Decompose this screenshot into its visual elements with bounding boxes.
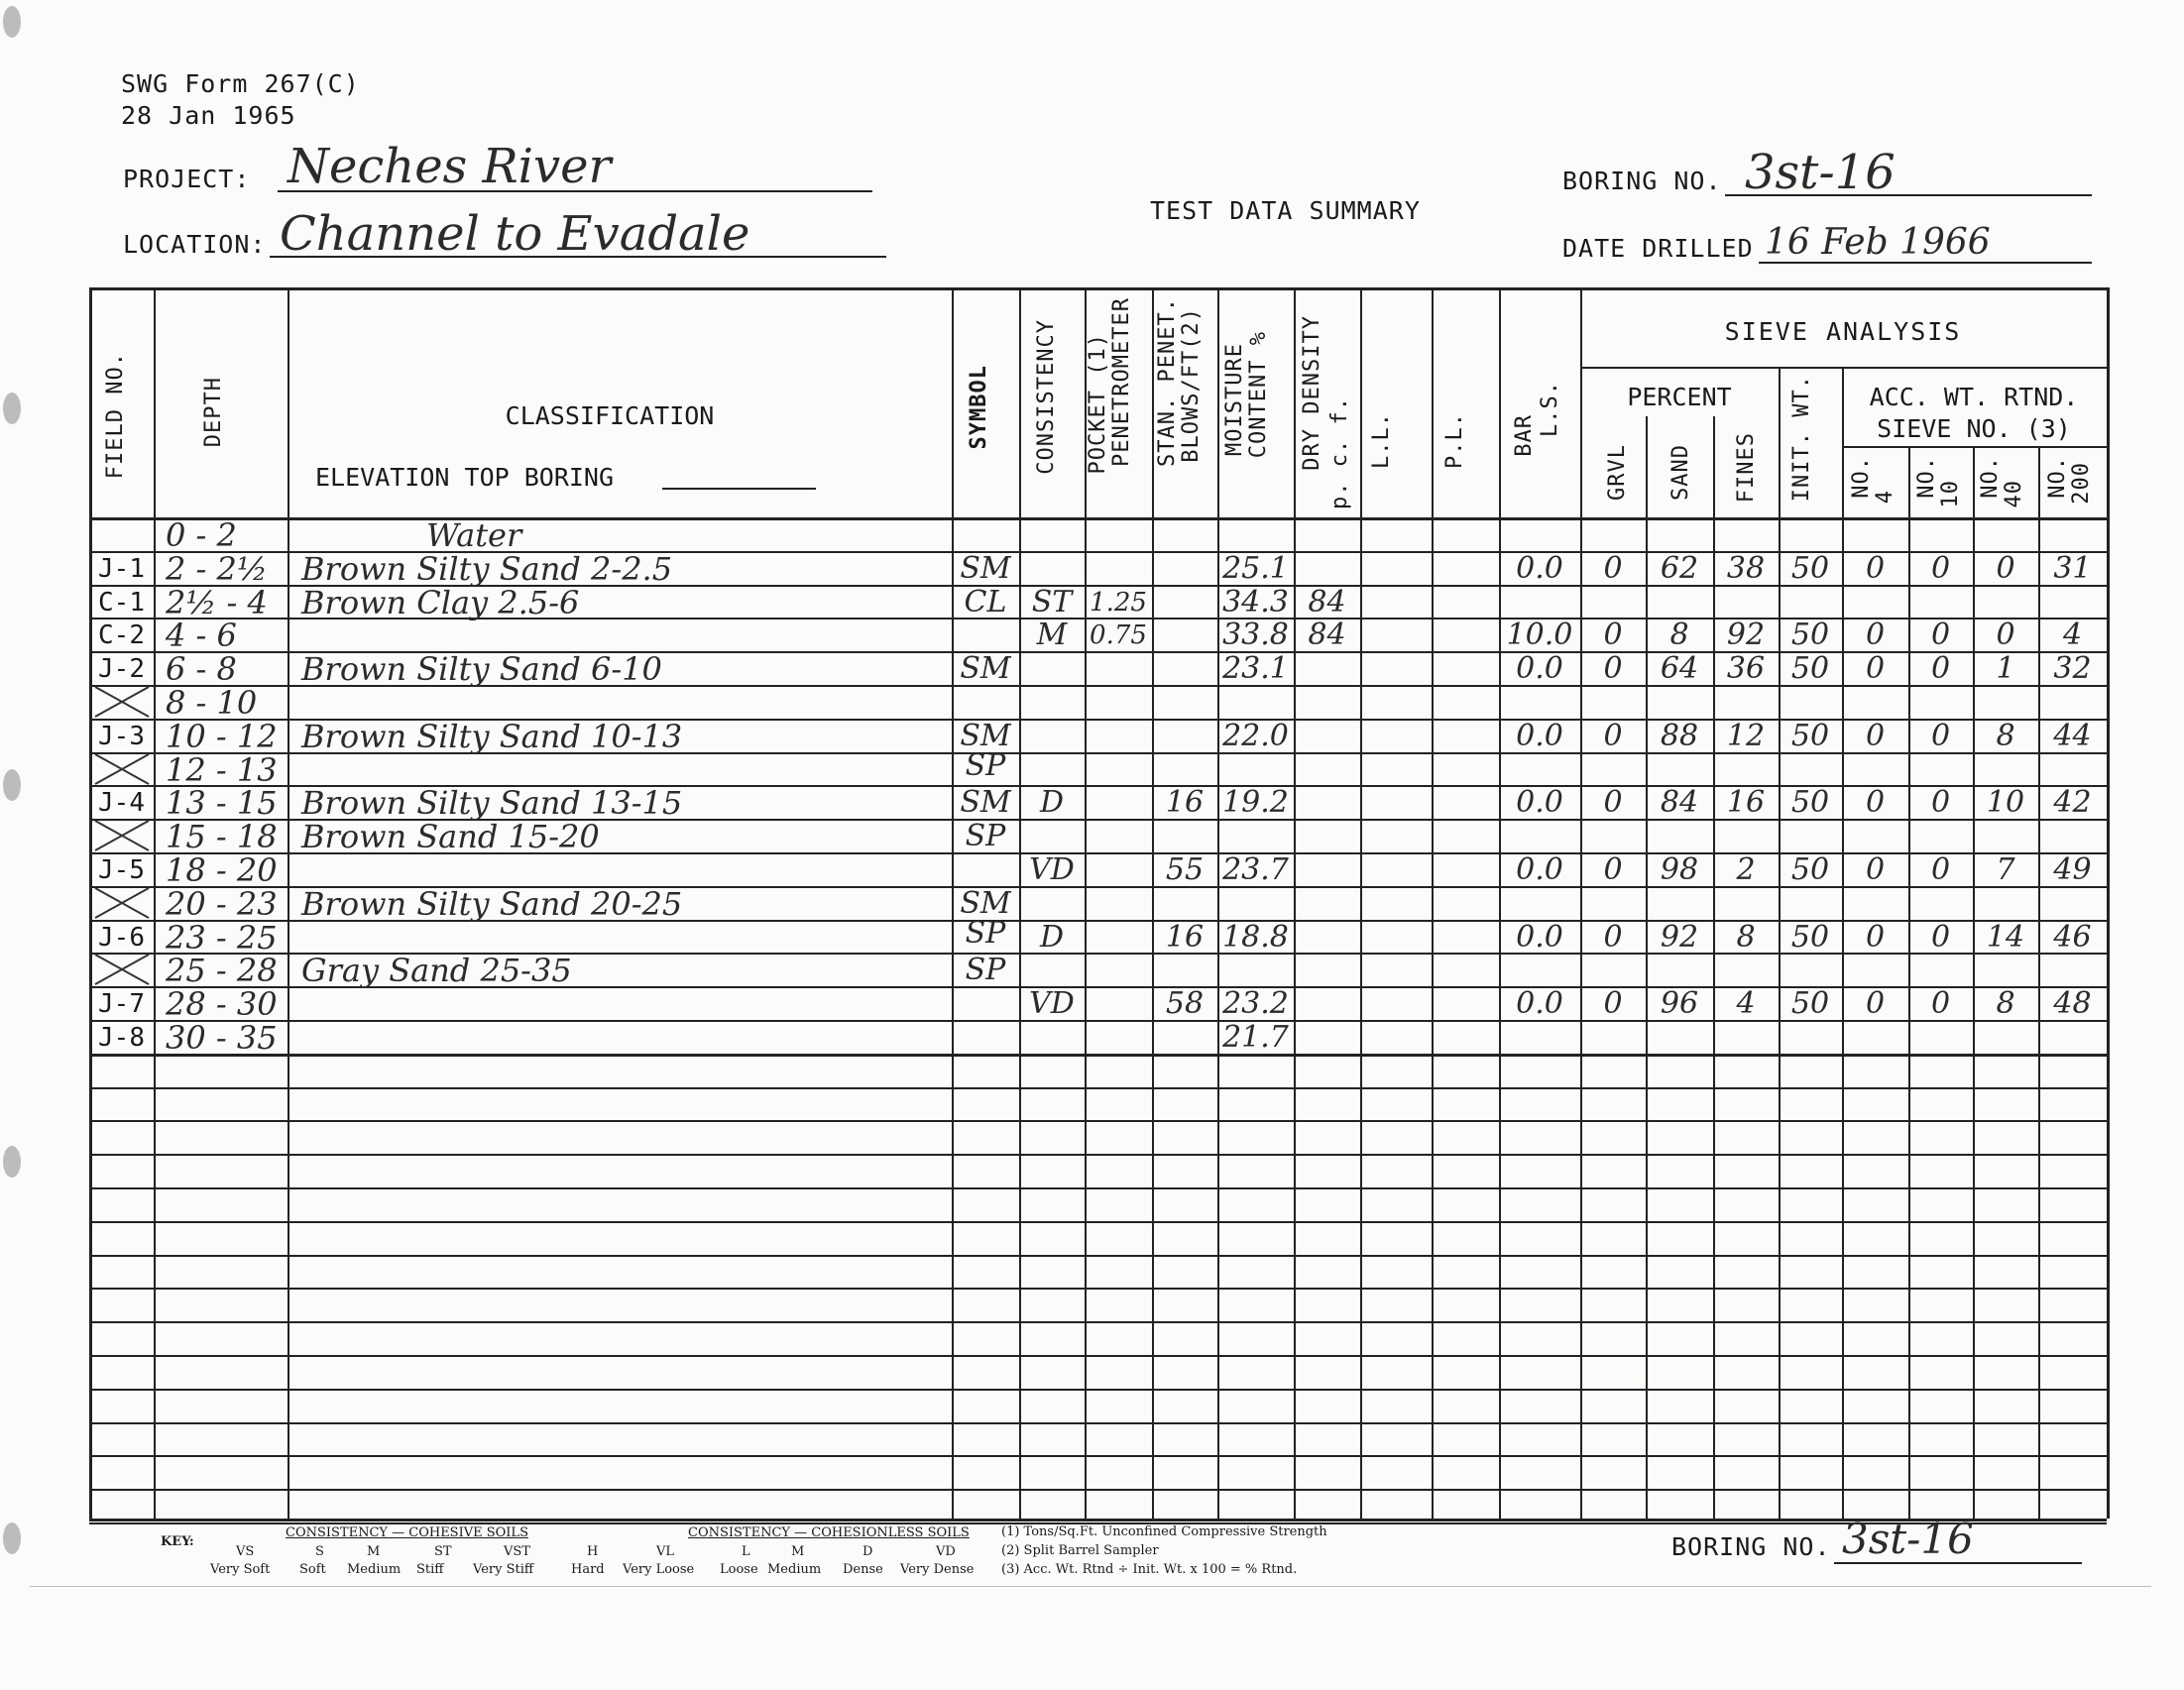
- header-elevation: ELEVATION TOP BORING: [315, 463, 615, 492]
- grid-line: [2107, 287, 2110, 1519]
- cohesive-desc: Hard: [571, 1562, 605, 1577]
- grid-line: [1779, 367, 1781, 416]
- cohesionless-abbr: D: [862, 1544, 873, 1559]
- cohesive-abbr: M: [367, 1544, 381, 1559]
- cell-cons: ST: [1031, 584, 1073, 620]
- grid-line: [89, 1288, 2107, 1290]
- skipped-sample-cross-icon: [91, 752, 153, 786]
- cell-cls: Brown Silty Sand 10-13: [301, 717, 683, 755]
- cell-moist: 33.8: [1222, 618, 1289, 653]
- cohesionless-abbr: VD: [936, 1544, 956, 1559]
- cell-n40: 10: [1986, 785, 2025, 821]
- cohesionless-abbr: VL: [656, 1544, 675, 1559]
- cohesionless-abbr: M: [791, 1544, 805, 1559]
- cell-n10: 0: [1930, 785, 1951, 821]
- cell-n40: 0: [1996, 550, 2015, 586]
- cell-fines: 16: [1726, 785, 1766, 821]
- cell-depth: 2½ - 4: [166, 583, 268, 621]
- cell-sym: SM SP: [960, 885, 1011, 951]
- cell-cls: Water: [426, 516, 522, 554]
- cell-fines: 92: [1726, 618, 1766, 653]
- boring-label: BORING NO.: [1562, 167, 1722, 195]
- cohesive-abbr: ST: [434, 1544, 452, 1559]
- cell-grvl: 0: [1603, 651, 1623, 687]
- header-pocket-1: POCKET (1): [1086, 333, 1110, 475]
- header-pl: P.L.: [1442, 412, 1467, 469]
- cohesive-title: CONSISTENCY — COHESIVE SOILS: [286, 1525, 528, 1540]
- grid-line: [89, 1321, 2107, 1323]
- cell-depth: 12 - 13: [166, 750, 278, 789]
- header-symbol: SYMBOL: [967, 365, 991, 450]
- cell-sym: SP: [965, 953, 1006, 988]
- cell-init: 50: [1790, 919, 1830, 955]
- cell-grvl: 0: [1603, 550, 1623, 586]
- location-value: Channel to Evadale: [280, 206, 750, 262]
- header-fines: FINES: [1734, 432, 1759, 504]
- header-no200-b: 200: [2069, 462, 2094, 505]
- note-1: (1) Tons/Sq.Ft. Unconfined Compressive Strength: [1001, 1524, 1327, 1539]
- cell-grvl: 0: [1603, 919, 1623, 955]
- cell-bar: 0.0: [1516, 852, 1563, 887]
- cohesive-desc: Very Stiff: [473, 1562, 534, 1577]
- cell-init: 50: [1790, 651, 1830, 687]
- cell-n10: 0: [1930, 550, 1951, 586]
- header-init-wt: INIT. WT.: [1789, 375, 1814, 503]
- grid-line: [89, 287, 2107, 290]
- cell-depth: 28 - 30: [166, 985, 278, 1024]
- cell-n10: 0: [1930, 718, 1951, 753]
- header-sand: SAND: [1668, 444, 1693, 501]
- cell-fines: 2: [1736, 852, 1756, 887]
- cohesive-abbr: VST: [504, 1544, 530, 1559]
- header-pocket-2: PENETROMETER: [1109, 297, 1134, 467]
- cell-depth: 2 - 2½: [166, 549, 268, 588]
- cell-depth: 8 - 10: [166, 684, 258, 722]
- cohesive-desc: Medium: [347, 1562, 402, 1577]
- project-underline: [278, 190, 872, 192]
- grid-line: [1152, 287, 1154, 1519]
- punch-hole-mark: [0, 1517, 28, 1560]
- cell-cons: D: [1039, 919, 1065, 955]
- cell-field: J-6: [98, 922, 145, 953]
- cohesionless-abbr: L: [742, 1544, 750, 1559]
- cell-bar: 0.0: [1516, 550, 1563, 586]
- header-acc-wt: ACC. WT. RTND.: [1869, 383, 2079, 411]
- grid-line: [89, 1355, 2107, 1357]
- grid-line: [1908, 446, 1910, 1519]
- cell-dry: 84: [1308, 584, 1346, 620]
- cell-depth: 4 - 6: [166, 617, 237, 655]
- grid-line: [1019, 287, 1021, 1519]
- header-no10-a: NO.: [1914, 456, 1939, 499]
- cell-n200: 44: [2053, 718, 2092, 753]
- header-no40-b: 40: [2002, 480, 2026, 508]
- header-sieve-no: SIEVE NO. (3): [1877, 414, 2071, 443]
- cell-n200: 49: [2053, 852, 2092, 887]
- cell-field: J-4: [98, 788, 145, 819]
- cell-field: J-3: [98, 721, 145, 751]
- cell-depth: 23 - 25: [166, 918, 278, 957]
- cell-cls: Brown Silty Sand 20-25: [301, 884, 683, 923]
- cell-pock: 0.75: [1090, 620, 1147, 651]
- header-depth: DEPTH: [201, 377, 226, 448]
- grid-line: [89, 1389, 2107, 1391]
- header-dry-1: DRY DENSITY: [1300, 315, 1324, 471]
- location-underline: [270, 256, 886, 258]
- cell-sand: 62: [1660, 550, 1699, 586]
- page-title: TEST DATA SUMMARY: [1150, 196, 1421, 225]
- grid-line: [1499, 287, 1501, 1519]
- cell-cons: D: [1039, 785, 1065, 821]
- cell-bar: 0.0: [1516, 785, 1563, 821]
- grid-line: [1432, 287, 1434, 1519]
- cell-n4: 0: [1865, 651, 1886, 687]
- skipped-sample-cross-icon: [91, 886, 153, 920]
- cell-field: J-7: [98, 989, 145, 1020]
- cell-cons: VD: [1029, 986, 1075, 1022]
- cell-sand: 88: [1660, 718, 1699, 753]
- form-date: 28 Jan 1965: [121, 101, 296, 130]
- grid-line: [1360, 287, 1362, 1519]
- grid-line: [1217, 287, 1219, 1519]
- cell-depth: 13 - 15: [166, 784, 278, 823]
- cohesionless-desc: Very Loose: [623, 1562, 695, 1577]
- cell-moist: 21.7: [1222, 1020, 1289, 1055]
- cell-field: J-1: [98, 553, 145, 584]
- cell-cls: Brown Sand 15-20: [301, 818, 600, 856]
- cell-grvl: 0: [1603, 852, 1623, 887]
- cell-fines: 12: [1726, 718, 1766, 753]
- cell-init: 50: [1790, 986, 1830, 1022]
- header-bar-1: BAR: [1512, 414, 1537, 457]
- header-stan-2: BLOWS/FT(2): [1179, 307, 1204, 463]
- grid-line: [89, 1422, 2107, 1424]
- cell-depth: 30 - 35: [166, 1019, 278, 1057]
- header-no10-b: 10: [1938, 480, 1963, 508]
- cell-cons: M: [1036, 618, 1068, 653]
- cell-n4: 0: [1865, 718, 1886, 753]
- cell-n40: 8: [1996, 718, 2015, 753]
- cell-bar: 10.0: [1506, 618, 1573, 653]
- header-no40-a: NO.: [1978, 456, 2003, 499]
- header-moist-2: CONTENT %: [1246, 331, 1271, 459]
- cell-cls: Brown Clay 2.5-6: [301, 583, 580, 621]
- punch-hole-mark: [0, 1140, 28, 1183]
- cell-depth: 6 - 8: [166, 650, 237, 689]
- skipped-sample-cross-icon: [91, 953, 153, 986]
- header-no200-a: NO.: [2045, 456, 2070, 499]
- cell-fines: 36: [1726, 651, 1766, 687]
- location-label: LOCATION:: [123, 230, 267, 259]
- grid-line: [89, 1087, 2107, 1089]
- cell-stan: 16: [1165, 919, 1205, 955]
- cohesionless-desc: Loose: [720, 1562, 758, 1577]
- form-id: SWG Form 267(C): [121, 69, 360, 98]
- grid-line: [89, 1054, 2107, 1057]
- cell-depth: 0 - 2: [166, 516, 237, 554]
- grid-line: [1973, 446, 1975, 1519]
- key-label: KEY:: [161, 1534, 194, 1549]
- cell-grvl: 0: [1603, 986, 1623, 1022]
- punch-hole-mark: [0, 0, 28, 44]
- header-consistency: CONSISTENCY: [1034, 319, 1059, 475]
- date-underline: [1759, 262, 2092, 264]
- cell-stan: 55: [1165, 852, 1205, 887]
- cell-sand: 8: [1669, 618, 1689, 653]
- cohesive-abbr: S: [315, 1544, 324, 1559]
- grid-line: [2038, 446, 2040, 1519]
- cell-n200: 46: [2053, 919, 2092, 955]
- project-value: Neches River: [287, 139, 612, 194]
- cell-fines: 4: [1736, 986, 1756, 1022]
- cohesive-abbr: VS: [236, 1544, 255, 1559]
- cell-moist: 34.3: [1222, 584, 1289, 620]
- cell-init: 50: [1790, 852, 1830, 887]
- cell-grvl: 0: [1603, 718, 1623, 753]
- boring-value: 3st-16: [1745, 145, 1896, 200]
- cell-moist: 19.2: [1222, 785, 1289, 821]
- cell-n4: 0: [1865, 852, 1886, 887]
- cell-sym: CL: [964, 584, 1007, 620]
- cell-bar: 0.0: [1516, 651, 1563, 687]
- punch-hole-mark: [0, 763, 28, 807]
- cell-n4: 0: [1865, 550, 1886, 586]
- cell-sand: 84: [1660, 785, 1699, 821]
- header-moist-1: MOISTURE: [1222, 343, 1247, 456]
- grid-line: [89, 1455, 2107, 1457]
- cell-moist: 22.0: [1222, 718, 1289, 753]
- cell-n10: 0: [1930, 919, 1951, 955]
- grid-line: [1294, 287, 1296, 1519]
- cell-init: 50: [1790, 618, 1830, 653]
- grid-line: [287, 287, 289, 1519]
- cell-sand: 64: [1660, 651, 1699, 687]
- cell-n40: 14: [1986, 919, 2025, 955]
- cell-n10: 0: [1930, 618, 1951, 653]
- grid-line: [89, 1120, 2107, 1122]
- cell-bar: 0.0: [1516, 919, 1563, 955]
- cell-n4: 0: [1865, 785, 1886, 821]
- grid-line: [89, 1519, 2107, 1521]
- cell-cons: VD: [1029, 852, 1075, 887]
- cell-moist: 25.1: [1222, 550, 1289, 586]
- cell-n40: 8: [1996, 986, 2015, 1022]
- cell-sand: 96: [1660, 986, 1699, 1022]
- cell-sand: 98: [1660, 852, 1699, 887]
- cohesionless-desc: Medium: [767, 1562, 822, 1577]
- header-dry-2: p. c. f.: [1327, 396, 1352, 509]
- header-stan-1: STAN. PENET.: [1155, 297, 1180, 467]
- cell-n200: 48: [2053, 986, 2092, 1022]
- cell-field: J-8: [98, 1023, 145, 1053]
- cell-sym: SM: [960, 651, 1011, 687]
- cell-n10: 0: [1930, 651, 1951, 687]
- cell-dry: 84: [1308, 618, 1346, 653]
- cell-depth: 18 - 20: [166, 851, 278, 889]
- project-label: PROJECT:: [123, 165, 251, 193]
- header-no4-b: 4: [1873, 490, 1897, 505]
- cell-n200: 31: [2053, 550, 2092, 586]
- header-field-no: FIELD NO.: [103, 352, 128, 480]
- note-2: (2) Split Barrel Sampler: [1001, 1543, 1159, 1558]
- cell-depth: 25 - 28: [166, 952, 278, 990]
- cell-field: J-5: [98, 855, 145, 885]
- header-no4-a: NO.: [1849, 456, 1874, 499]
- cell-sym: SP: [965, 819, 1006, 854]
- cell-n200: 32: [2053, 651, 2092, 687]
- cohesive-desc: Stiff: [416, 1562, 444, 1577]
- cohesive-desc: Soft: [299, 1562, 326, 1577]
- date-value: 16 Feb 1966: [1765, 222, 1991, 263]
- cell-n10: 0: [1930, 852, 1951, 887]
- grid-line: [89, 517, 2107, 520]
- boring-underline: [1725, 194, 2092, 196]
- header-bar-2: L.S.: [1538, 381, 1562, 437]
- cell-pock: 1.25: [1090, 587, 1147, 618]
- cell-grvl: 0: [1603, 785, 1623, 821]
- header-ll: L.L.: [1369, 412, 1394, 469]
- cell-cls: Gray Sand 25-35: [301, 952, 572, 990]
- header-percent: PERCENT: [1627, 383, 1732, 411]
- cell-n4: 0: [1865, 986, 1886, 1022]
- header-sieve-analysis: SIEVE ANALYSIS: [1724, 317, 1962, 346]
- cell-cls: Brown Silty Sand 6-10: [301, 650, 662, 689]
- cell-sym: SM: [960, 550, 1011, 586]
- cell-stan: 16: [1165, 785, 1205, 821]
- elevation-blank: [662, 488, 816, 490]
- cell-field: J-2: [98, 654, 145, 685]
- punch-hole-mark: [0, 387, 28, 430]
- cell-init: 50: [1790, 718, 1830, 753]
- cell-moist: 18.8: [1222, 919, 1289, 955]
- grid-line: [89, 1221, 2107, 1223]
- header-grvl: GRVL: [1605, 444, 1630, 501]
- date-label: DATE DRILLED: [1562, 234, 1754, 263]
- cohesive-abbr: H: [587, 1544, 599, 1559]
- grid-line: [154, 287, 156, 1519]
- cell-n4: 0: [1865, 919, 1886, 955]
- cell-bar: 0.0: [1516, 718, 1563, 753]
- cell-depth: 15 - 18: [166, 818, 278, 856]
- cell-stan: 58: [1165, 986, 1205, 1022]
- cell-moist: 23.7: [1222, 852, 1289, 887]
- grid-line: [89, 1187, 2107, 1189]
- footer-boring-underline: [1834, 1562, 2082, 1564]
- cell-cls: Brown Silty Sand 13-15: [301, 784, 683, 823]
- footer-boring-label: BORING NO.: [1671, 1532, 1831, 1561]
- cell-sym: SM: [960, 785, 1011, 821]
- cell-bar: 0.0: [1516, 986, 1563, 1022]
- cohesionless-desc: Very Dense: [900, 1562, 975, 1577]
- cell-n40: 0: [1996, 618, 2015, 653]
- grid-line: [89, 1255, 2107, 1257]
- cohesive-desc: Very Soft: [210, 1562, 271, 1577]
- footer-boring-value: 3st-16: [1842, 1515, 1974, 1563]
- cell-n4: 0: [1865, 618, 1886, 653]
- cell-init: 50: [1790, 785, 1830, 821]
- grid-line: [89, 1489, 2107, 1491]
- header-classification: CLASSIFICATION: [505, 401, 715, 430]
- page-edge: [30, 1586, 2151, 1587]
- cell-n200: 4: [2062, 618, 2083, 653]
- cohesionless-desc: Dense: [843, 1562, 883, 1577]
- cell-n40: 1: [1996, 651, 2015, 687]
- cell-sym: SM SP: [960, 718, 1011, 783]
- cell-n200: 42: [2053, 785, 2092, 821]
- cell-fines: 8: [1736, 919, 1756, 955]
- grid-line: [1580, 287, 1582, 1519]
- cell-field: C-2: [98, 620, 145, 651]
- cell-moist: 23.2: [1222, 986, 1289, 1022]
- cell-sand: 92: [1660, 919, 1699, 955]
- cell-moist: 23.1: [1222, 651, 1289, 687]
- cohesionless-title: CONSISTENCY — COHESIONLESS SOILS: [688, 1525, 970, 1540]
- cell-cls: Brown Silty Sand 2-2.5: [301, 549, 673, 588]
- cell-init: 50: [1790, 550, 1830, 586]
- skipped-sample-cross-icon: [91, 819, 153, 852]
- cell-fines: 38: [1726, 550, 1766, 586]
- skipped-sample-cross-icon: [91, 685, 153, 719]
- cell-depth: 10 - 12: [166, 717, 278, 755]
- cell-field: C-1: [98, 587, 145, 618]
- cell-n40: 7: [1996, 852, 2015, 887]
- cell-n10: 0: [1930, 986, 1951, 1022]
- note-3: (3) Acc. Wt. Rtnd ÷ Init. Wt. x 100 = % Rtnd.: [1001, 1562, 1298, 1577]
- cell-depth: 20 - 23: [166, 884, 278, 923]
- grid-line: [89, 1154, 2107, 1156]
- cell-grvl: 0: [1603, 618, 1623, 653]
